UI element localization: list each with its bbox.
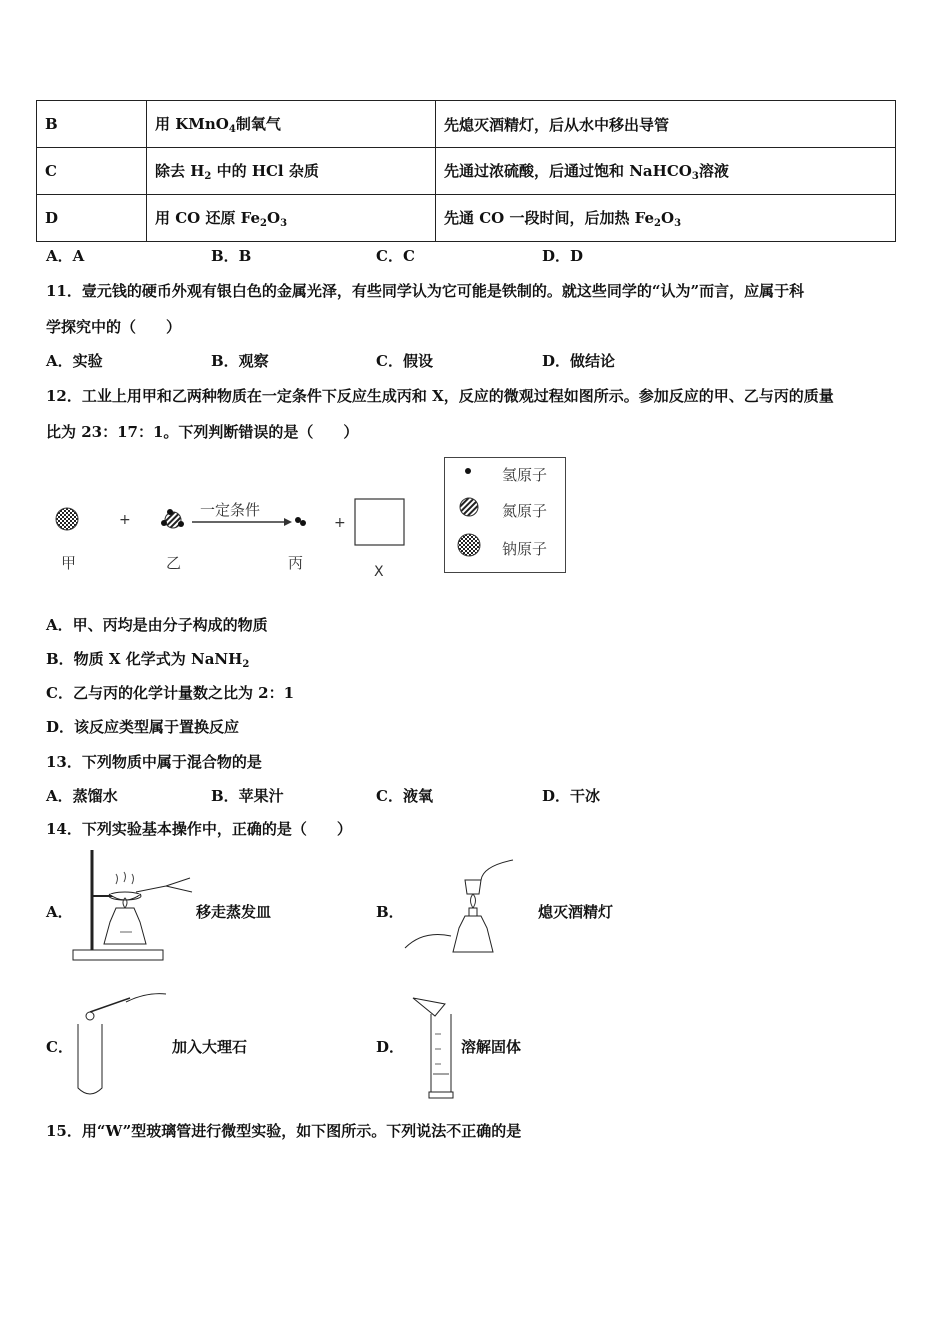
q10-option-b[interactable]: B．B xyxy=(211,247,252,265)
q14-option-d-letter[interactable]: D． xyxy=(376,1038,405,1056)
reaction-condition: 一定条件 xyxy=(200,501,261,519)
graduated-cylinder-icon xyxy=(431,1014,451,1094)
q11-stem-line1: 11．壹元钱的硬币外观有银白色的金属光泽，有些同学认为它可能是铁制的。就这些同学的“认为”而言，应属于科 xyxy=(46,282,805,300)
q12-option-b[interactable]: B．物质 X 化学式为 NaNH$_2$ xyxy=(46,650,250,670)
stand-base xyxy=(73,950,163,960)
row-operation: 除去 $H_2$ 中的 HCl 杂质 xyxy=(147,148,436,195)
hydrogen-atom-icon xyxy=(300,520,306,526)
q10-option-c[interactable]: C．C xyxy=(376,247,415,265)
q10-option-a[interactable]: A．A xyxy=(46,247,85,265)
q12-stem-line2: 比为 23：17：1。下列判断错误的是（ ） xyxy=(46,423,359,441)
q13-option-d[interactable]: D．干冰 xyxy=(542,787,601,805)
plus-sign: + xyxy=(119,512,131,528)
q11-option-d[interactable]: D．做结论 xyxy=(542,352,616,370)
row-method: 先通过浓硫酸，后通过饱和 NaHCO$_3$溶液 xyxy=(436,148,896,195)
q14-stem: 14．下列实验基本操作中，正确的是（ ） xyxy=(46,820,352,838)
q10-table xyxy=(36,100,896,242)
q14-option-c-letter[interactable]: C． xyxy=(46,1038,73,1056)
q15-stem: 15．用“W”型玻璃管进行微型实验，如下图所示。下列说法不正确的是 xyxy=(46,1122,522,1140)
hand-icon xyxy=(405,935,451,949)
q13-option-a[interactable]: A．蒸馏水 xyxy=(46,787,118,805)
table-row xyxy=(37,195,896,242)
test-tube-icon xyxy=(78,1024,102,1094)
hydrogen-atom-icon xyxy=(161,520,167,526)
unknown-x-box xyxy=(355,499,404,545)
add-marble-illustration xyxy=(70,988,170,1100)
q14-option-c-caption: 加入大理石 xyxy=(172,1038,248,1056)
dissolve-solid-illustration xyxy=(405,994,460,1100)
q11-option-b[interactable]: B．观察 xyxy=(211,352,269,370)
evaporating-dish-illustration xyxy=(70,848,195,966)
row-operation: 用 CO 还原 $Fe_2O_3$ xyxy=(147,195,436,242)
alcohol-lamp-icon xyxy=(104,908,146,944)
plus-sign: + xyxy=(334,515,346,531)
legend-nitrogen: 氮原子 xyxy=(502,502,548,520)
q14-option-b-caption: 熄灭酒精灯 xyxy=(538,903,614,921)
q12-option-c[interactable]: C．乙与丙的化学计量数之比为 2：1 xyxy=(46,684,295,702)
q12-stem-line1: 12．工业上用甲和乙两种物质在一定条件下反应生成丙和 X，反应的微观过程如图所示。参加反应的甲、乙与丙的质量 xyxy=(46,387,834,405)
sodium-atom-icon xyxy=(56,508,78,530)
q13-option-c[interactable]: C．液氧 xyxy=(376,787,433,805)
nitrogen-atom-icon xyxy=(460,498,478,516)
hydrogen-atom-icon xyxy=(178,521,184,527)
label-x: X xyxy=(374,564,384,580)
paper-scoop-icon xyxy=(413,998,445,1016)
label-yi: 乙 xyxy=(166,554,182,572)
legend-sodium: 钠原子 xyxy=(502,540,548,558)
q11-option-a[interactable]: A．实验 xyxy=(46,352,103,370)
sodium-atom-icon xyxy=(458,534,480,556)
lamp-cap-icon xyxy=(465,880,481,894)
q14-option-a-letter[interactable]: A． xyxy=(46,903,73,921)
row-label: C xyxy=(37,148,147,195)
q10-option-d[interactable]: D．D xyxy=(542,247,584,265)
label-jia: 甲 xyxy=(61,554,77,572)
wick-holder xyxy=(469,908,477,916)
q14-option-b-letter[interactable]: B． xyxy=(376,903,404,921)
q11-option-c[interactable]: C．假设 xyxy=(376,352,433,370)
row-method: 先通 CO 一段时间，后加热 $Fe_2O_3$ xyxy=(436,195,896,242)
flame-icon xyxy=(471,894,476,908)
steam-icon xyxy=(116,872,134,884)
row-label: B xyxy=(37,101,147,148)
row-method: 先熄灭酒精灯，后从水中移出导管 xyxy=(436,101,896,148)
q13-option-b[interactable]: B．苹果汁 xyxy=(211,787,284,805)
table-row xyxy=(37,101,896,148)
reaction-diagram xyxy=(40,470,440,585)
q12-option-d[interactable]: D．该反应类型属于置换反应 xyxy=(46,718,240,736)
q12-option-a[interactable]: A．甲、丙均是由分子构成的物质 xyxy=(46,616,268,634)
legend-hydrogen: 氢原子 xyxy=(502,466,548,484)
hand-icon xyxy=(126,994,166,1002)
hydrogen-atom-icon xyxy=(295,517,301,523)
atom-legend xyxy=(444,457,566,573)
marble-piece-icon xyxy=(86,1012,94,1020)
hydrogen-atom-icon xyxy=(465,468,471,474)
cylinder-base xyxy=(429,1092,453,1098)
hydrogen-atom-icon xyxy=(167,509,173,515)
q11-stem-line2: 学探究中的（ ） xyxy=(46,318,182,336)
row-operation: 用 KMnO$_4$制氧气 xyxy=(147,101,436,148)
q14-option-a-caption: 移走蒸发皿 xyxy=(196,903,272,921)
tweezers-icon xyxy=(90,998,130,1012)
crucible-tongs-hand-icon xyxy=(136,878,192,892)
arrow-head-icon xyxy=(284,518,292,526)
q13-stem: 13．下列物质中属于混合物的是 xyxy=(46,753,262,771)
q14-option-d-caption: 溶解固体 xyxy=(461,1038,522,1056)
label-bing: 丙 xyxy=(288,554,304,572)
row-label: D xyxy=(37,195,147,242)
alcohol-lamp-icon xyxy=(453,916,493,952)
table-row xyxy=(37,148,896,195)
extinguish-lamp-illustration xyxy=(403,856,538,964)
